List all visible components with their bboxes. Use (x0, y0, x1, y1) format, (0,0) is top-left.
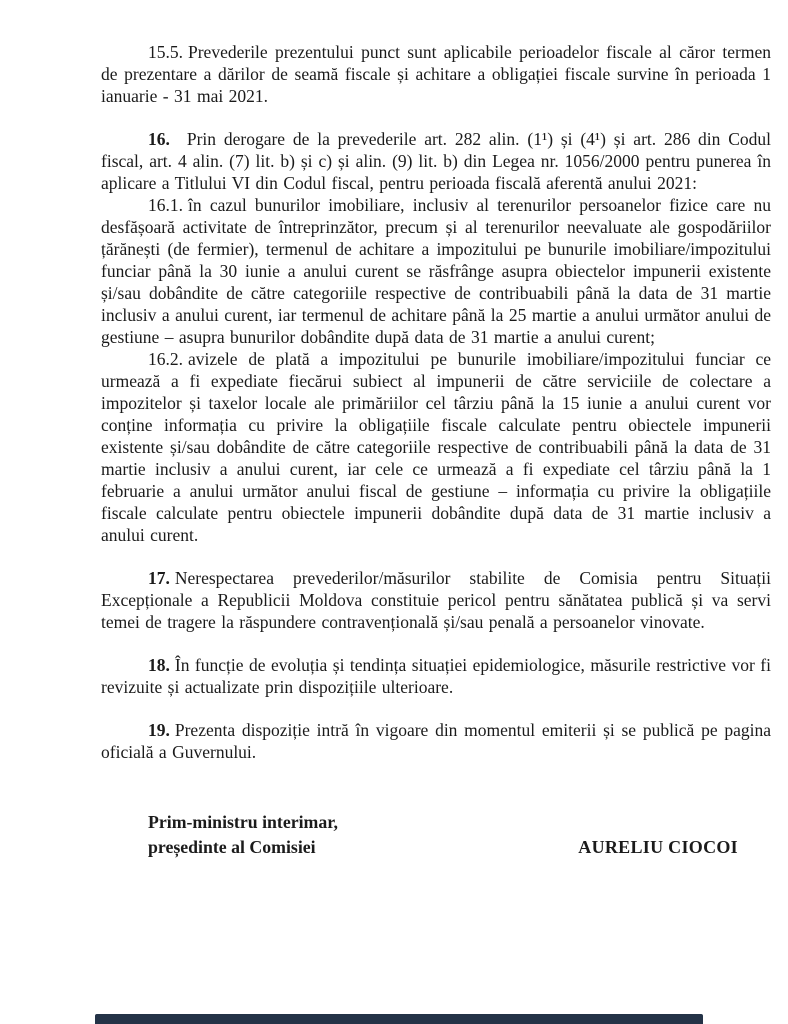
paragraph-16 (101, 128, 771, 194)
paragraph-number: 16.2. (148, 349, 183, 369)
paragraph-16-2 (101, 348, 771, 546)
paragraph-number: 18. (148, 655, 170, 675)
paragraph-number: 15.5. (148, 42, 183, 62)
signatory-role (148, 810, 338, 860)
paragraph-text: Prin derogare de la prevederile art. 282 alin. (1¹) și (4¹) și art. 286 din Codul fiscal, art. 4 alin. (7) lit. b) și c) și alin. (9) lit. b) din Legea nr. 1056/2000 pentru punerea în aplicare a Titlului VI din Codul fiscal, pentru perioada fiscală aferentă anului 2021: (101, 129, 771, 193)
paragraph-18 (101, 654, 771, 698)
paragraph-text: avizele de plată a impozitului pe bunurile imobiliare/impozitului funciar ce urmează a fi expediate fiecărui subiect al impunerii de către serviciile de colectare a impozitelor și taxelor locale ale primăriilor cel târziu până la 15 iunie a anului curent vor conține informația cu privire la obligațiile fiscale calculate pentru obiectele impunerii existente și/sau dobândite de către categoriile respective de contribuabili până la data de 31 martie inclusiv a anului curent, iar cele ce urmează a fi expediate cel târziu până la 1 februarie a anului următor anului fiscal de gestiune – informația cu privire la obligațiile fiscale calculate pentru obiectele impunerii dobândite după data de 31 martie inclusiv a anului curent. (101, 349, 771, 545)
paragraph-17 (101, 567, 771, 633)
paragraph-text: În funcție de evoluția și tendința situației epidemiologice, măsurile restrictive vor fi revizuite și actualizate prin dispozițiile ulterioare. (101, 655, 771, 697)
signatory-name: AURELIU CIOCOI (578, 837, 738, 857)
paragraph-text: Prezenta dispoziție intră în vigoare din momentul emiterii și se publică pe pagina oficială a Guvernului. (101, 720, 771, 762)
paragraph-15-5 (101, 41, 771, 107)
paragraph-16-1 (101, 194, 771, 348)
paragraph-text: în cazul bunurilor imobiliare, inclusiv al terenurilor persoanelor fizice care nu desfășoară activitate de întreprinzător, precum și al terenurilor neevaluate ale gospodăriilor țărănești (de fermier), termenul de achitare a impozitului pe bunurile imobiliare/impozitului funciar până la 30 iunie a anului curent se răsfrânge asupra obiectelor impunerii existente și/sau dobândite de către categoriile respective de contribuabili până la data de 31 martie inclusiv a anului curent, iar termenul de achitare până la 25 martie a anului următor anului de gestiune – asupra bunurilor dobândite după data de 31 martie a anului curent; (101, 195, 771, 347)
paragraph-text: Nerespectarea prevederilor/măsurilor stabilite de Comisia pentru Situații Excepționale a Republicii Moldova constituie pericol pentru sănătatea publică și va servi temei de tragere la răspundere contravențională și/sau penală a persoanelor vinovate. (101, 568, 771, 632)
signature-block (101, 810, 771, 860)
paragraph-number: 16.1. (148, 195, 183, 215)
paragraph-number: 16. (148, 129, 170, 149)
scan-bottom-edge-artifact (95, 1014, 703, 1024)
paragraph-number: 17. (148, 568, 170, 588)
paragraph-text: Prevederile prezentului punct sunt aplicabile perioadelor fiscale al căror termen de prezentare a dărilor de seamă fiscale și achitare a obligației fiscale survine în perioada 1 ianuarie - 31 mai 2021. (101, 42, 771, 106)
paragraph-19 (101, 719, 771, 763)
signatory-role-line1: Prim-ministru interimar, (148, 812, 338, 832)
signatory-role-line2: președinte al Comisiei (148, 837, 316, 857)
paragraph-number: 19. (148, 720, 170, 740)
